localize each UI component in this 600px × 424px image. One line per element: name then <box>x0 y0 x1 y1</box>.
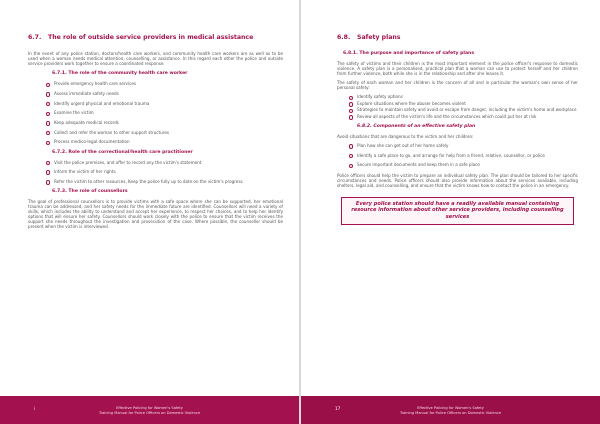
list-item: Review all aspects of the victim's life and the circumstances which could put her at risk <box>349 114 578 119</box>
list-item: Plan how she can get out of her home safely <box>349 143 578 148</box>
subsection-title: 6.8.1. The purpose and importance of safety plans <box>343 51 475 56</box>
subsection-title: 6.8.2. Components of an effective safety plan <box>357 124 476 130</box>
list-item: Process medico-legal documentation <box>46 139 283 144</box>
subsection-title: 6.7.1. The role of the community health care worker <box>52 71 188 77</box>
counsellor-paragraph: The goal of professional counsellors is to provide victims with a safe space where she can be supported, her emotional trauma can be addressed, and her safety needs for the immediate future are identified. Counsellors will need a variety of skills, which includes the ability to understand and accept her experience, to respect her choices, and to help her identify options that will ensure her safety. Counsellors should work closely with the police to ensure that the victim receives the support she needs throughout the investigation and prosecution of the case. Where possible, the counsellor should be present when the victim is interviewed. <box>28 198 283 230</box>
page-footer <box>301 396 600 424</box>
page-number: i <box>34 406 36 411</box>
list-item: Examine the victim <box>46 110 283 115</box>
callout-box: Every police station should have a readily available manual containing resource information about other service providers, including counselling services <box>341 197 574 225</box>
footer-line-2: Training Manual for Police Officers on Domestic Violence <box>98 410 201 415</box>
list-item: Strategies to maintain safety and avoid or escape from danger, including the victim's home and workplace <box>349 107 578 112</box>
left-page <box>0 0 299 424</box>
list-item: Collect and refer the woman to other support structures <box>46 130 283 135</box>
left-content <box>28 34 283 234</box>
list-item: Explore situations where the abuser becomes violent <box>349 101 578 106</box>
subsection-title: 6.7.3. The role of counsellors <box>52 188 128 194</box>
list-item: Keep adequate medical records <box>46 120 283 125</box>
practitioner-list <box>28 160 283 184</box>
safety-options-list <box>337 94 578 119</box>
section-title: Safety plans <box>357 34 401 41</box>
section-title: The role of outside service providers in medical assistance <box>48 34 254 41</box>
list-item: Identify urgent physical and emotional trauma <box>46 101 283 106</box>
footer-line-2: Training Manual for Police Officers on Domestic Violence <box>399 410 502 415</box>
footer-text <box>301 406 600 415</box>
list-item: Provide emergency health care services <box>46 81 283 86</box>
page-number: 17 <box>335 406 341 411</box>
section-number: 6.8. <box>337 34 351 41</box>
paragraph: Police officers should help the victim to prepare an individual safety plan. The plan should be tailored to her specific circumstances and needs. Police officers should also provide information about the services available, including shelters, legal aid, and counselling, and ensure that the victim knows how to contact the police in an emergency. <box>337 172 578 188</box>
right-page <box>301 0 600 424</box>
list-item: Identify a safe place to go, and arrange for help from a friend, relative, counsellor, or police <box>349 153 578 158</box>
list-item: Refer the victim to other resources, Keep the police fully up to date on the victim's progress <box>46 179 283 184</box>
section-number: 6.7. <box>28 34 42 41</box>
footer-line-1: Effective Policing for Women's Safety <box>116 406 183 410</box>
right-content <box>337 34 578 225</box>
list-item: Inform the victim of her rights <box>46 169 283 174</box>
plan-components-list <box>337 143 578 167</box>
list-item: Secure important documents and keep them in a safe place <box>349 162 578 167</box>
section-heading <box>28 34 283 42</box>
page-footer <box>0 396 299 424</box>
list-item: Assess immediate safety needs <box>46 91 283 96</box>
intro-paragraph: In the event of any police station, doctors/health care workers, and community health care workers are as well as to be used when a woman needs medical attention, counselling, or assistance. In this regard each other the police and outside service providers work together to ensure a coordinated response. <box>28 51 283 67</box>
footer-line-1: Effective Policing for Women's Safety <box>417 406 484 410</box>
subsection-title: 6.7.2. Role of the correctional/health care practitioner <box>52 149 193 155</box>
paragraph: The safety of each woman and her children is the concern of all and in particular the woman's own sense of her personal safety: <box>337 80 578 91</box>
section-heading <box>337 34 578 42</box>
footer-text <box>0 406 299 415</box>
list-item: Identify safety options <box>349 94 578 99</box>
paragraph: Avoid situations that are dangerous to the victim and her children: <box>337 134 474 140</box>
list-item: Visit the police premises, and offer to record any the victim's statement <box>46 160 283 165</box>
health-worker-list <box>28 81 283 144</box>
paragraph: The safety of victims and their children is the most important element in the police officer's response to domestic violence. A safety plan is a personalised, practical plan that a woman can use to protect herself and her children from further violence, both while she is in the relationship and after she leaves it. <box>337 61 578 77</box>
